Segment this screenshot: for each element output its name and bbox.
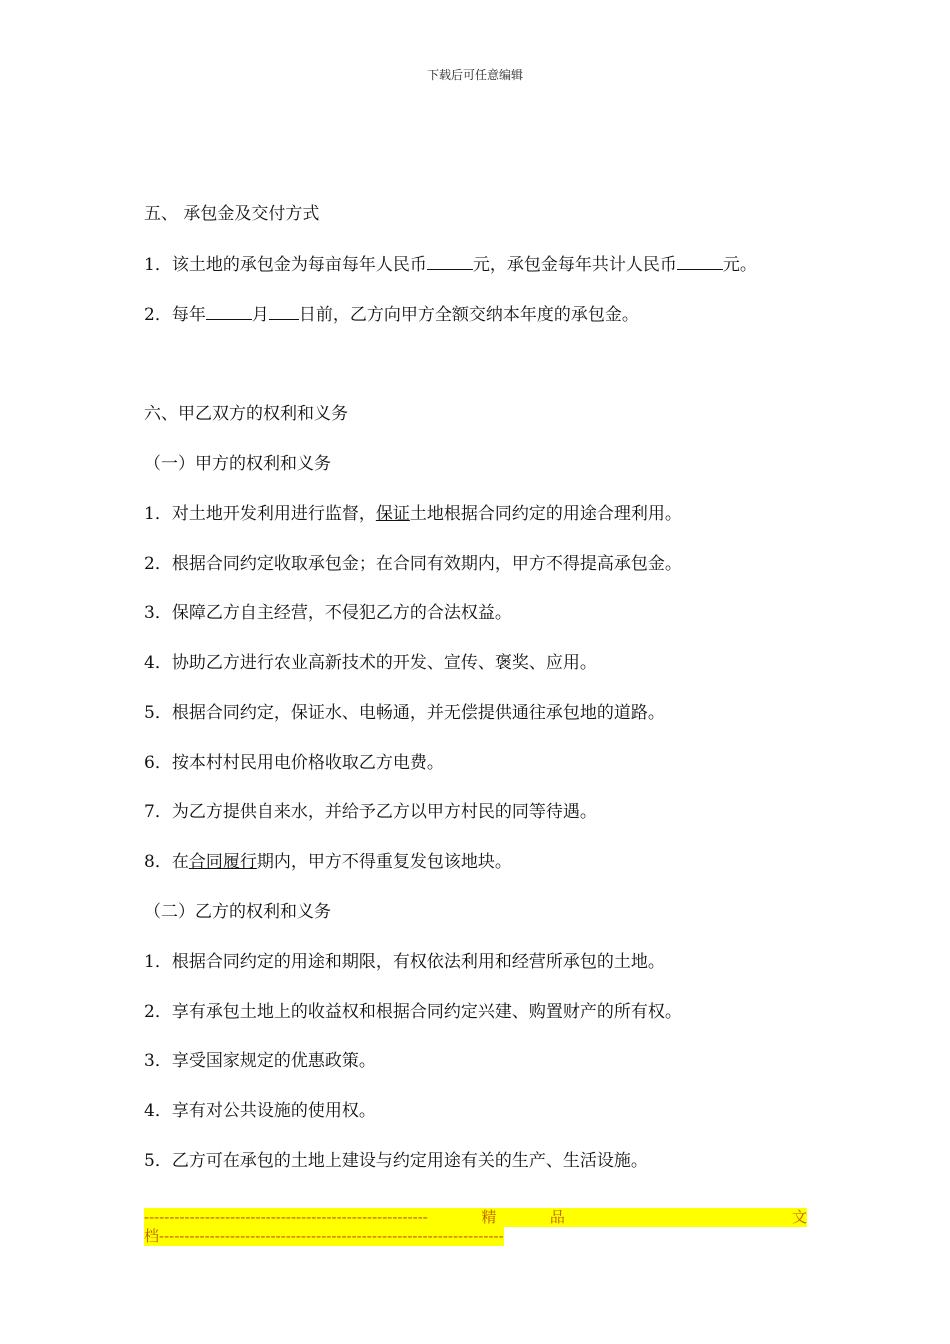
- party-a-item-4: 4．协助乙方进行农业高新技术的开发、宣传、褒奖、应用。: [144, 653, 597, 673]
- item-text: 月: [251, 305, 269, 325]
- party-b-item-5: 5．乙方可在承包的土地上建设与约定用途有关的生产、生活设施。: [144, 1151, 648, 1171]
- footer-watermark: [144, 1208, 807, 1246]
- item-text: 2．每年: [144, 305, 206, 325]
- party-a-item-1: [144, 503, 682, 525]
- party-a-item-5: 5．根据合同约定，保证水、电畅通，并无偿提供通往承包地的道路。: [144, 703, 665, 723]
- footer-char: 文: [791, 1208, 807, 1226]
- item-text: 8．在: [144, 852, 189, 872]
- party-b-item-4: 4．享有对公共设施的使用权。: [144, 1101, 376, 1121]
- subsection-title: （一）甲方的权利和义务: [144, 454, 331, 474]
- section-5-item-2: [144, 303, 639, 326]
- footer-dashes: --------------------------------------------------------: [144, 1208, 428, 1226]
- item-text: 1．该土地的承包金为每亩每年人民币: [144, 255, 427, 275]
- blank-field: [269, 303, 299, 320]
- party-b-item-1: 1．根据合同约定的用途和期限，有权依法利用和经营所承包的土地。: [144, 952, 665, 972]
- blank-field: [677, 253, 723, 270]
- party-a-item-6: 6．按本村村民用电价格收取乙方电费。: [144, 753, 444, 773]
- item-text: 期内，甲方不得重复发包该地块。: [256, 852, 512, 872]
- item-text: 日前，乙方向甲方全额交纳本年度的承包金。: [298, 305, 639, 325]
- party-a-item-8: [144, 851, 512, 873]
- party-b-item-2: 2．享有承包土地上的收益权和根据合同约定兴建、购置财产的所有权。: [144, 1002, 682, 1022]
- footer-char: 品: [549, 1208, 565, 1226]
- party-b-item-3: 3．享受国家规定的优惠政策。: [144, 1051, 376, 1071]
- subsection-title: （二）乙方的权利和义务: [144, 902, 331, 922]
- section-5-title: 五、 承包金及交付方式: [144, 204, 320, 224]
- party-a-item-7: 7．为乙方提供自来水，并给予乙方以甲方村民的同等待遇。: [144, 802, 597, 822]
- party-a-item-3: 3．保障乙方自主经营，不侵犯乙方的合法权益。: [144, 603, 512, 623]
- item-text: 元，承包金每年共计人民币: [472, 255, 677, 275]
- item-text: 1．对土地开发利用进行监督，: [144, 504, 376, 524]
- footer-line-1: [144, 1208, 807, 1227]
- blank-field: [206, 303, 252, 320]
- underlined-text: 合同履行: [188, 852, 257, 872]
- blank-field: [427, 253, 473, 270]
- underlined-text: 保证: [375, 504, 410, 524]
- party-a-item-2: 2．根据合同约定收取承包金；在合同有效期内，甲方不得提高承包金。: [144, 554, 682, 574]
- item-text: 土地根据合同约定的用途合理利用。: [409, 504, 682, 524]
- page-header: 下载后可任意编辑: [426, 68, 523, 82]
- section-5-item-1: [144, 253, 757, 276]
- footer-spacer: [618, 1208, 738, 1227]
- footer-line-2: 档--------------------------------------------------------------------: [144, 1227, 504, 1245]
- footer-char: 精: [481, 1208, 497, 1226]
- section-6-title: 六、甲乙双方的权利和义务: [144, 404, 348, 424]
- item-text: 元。: [722, 255, 757, 275]
